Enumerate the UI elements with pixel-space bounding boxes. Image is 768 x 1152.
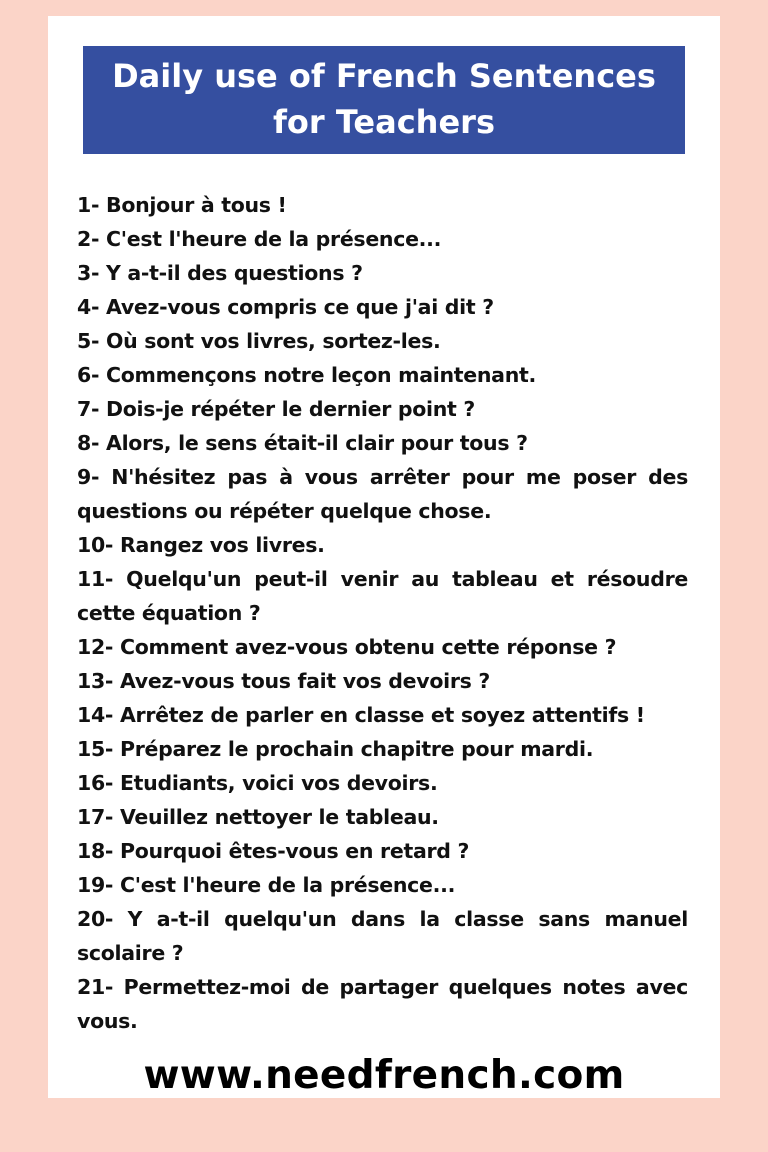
list-item: 11- Quelqu'un peut-il venir au tableau et résoudre cette équation ?: [77, 567, 688, 625]
list-item: 12- Comment avez-vous obtenu cette réponse ?: [77, 635, 617, 659]
title-line-2: for Teachers: [273, 103, 495, 141]
title-banner: [83, 46, 685, 154]
list-item: 16- Etudiants, voici vos devoirs.: [77, 771, 438, 795]
list-item: 2- C'est l'heure de la présence...: [77, 227, 442, 251]
list-item: 10- Rangez vos livres.: [77, 533, 325, 557]
list-item: 5- Où sont vos livres, sortez-les.: [77, 329, 441, 353]
content-card: [48, 16, 720, 1098]
list-item: 21- Permettez-moi de partager quelques notes avec vous.: [77, 975, 688, 1033]
sentence-list: [77, 188, 688, 1038]
list-item: 14- Arrêtez de parler en classe et soyez attentifs !: [77, 703, 645, 727]
list-item: 3- Y a-t-il des questions ?: [77, 261, 363, 285]
list-item: 20- Y a-t-il quelqu'un dans la classe sans manuel scolaire ?: [77, 907, 688, 965]
list-item: 18- Pourquoi êtes-vous en retard ?: [77, 839, 470, 863]
title-line-1: Daily use of French Sentences: [112, 57, 656, 95]
list-item: 6- Commençons notre leçon maintenant.: [77, 363, 536, 387]
list-item: 15- Préparez le prochain chapitre pour mardi.: [77, 737, 594, 761]
list-item: 4- Avez-vous compris ce que j'ai dit ?: [77, 295, 494, 319]
website-link[interactable]: www.needfrench.com: [143, 1053, 625, 1098]
list-item: 8- Alors, le sens était-il clair pour tous ?: [77, 431, 528, 455]
list-item: 7- Dois-je répéter le dernier point ?: [77, 397, 475, 421]
list-item: 17- Veuillez nettoyer le tableau.: [77, 805, 439, 829]
list-item: 9- N'hésitez pas à vous arrêter pour me poser des questions ou répéter quelque chose.: [77, 465, 688, 523]
list-item: 19- C'est l'heure de la présence...: [77, 873, 456, 897]
list-item: 1- Bonjour à tous !: [77, 193, 287, 217]
list-item: 13- Avez-vous tous fait vos devoirs ?: [77, 669, 491, 693]
